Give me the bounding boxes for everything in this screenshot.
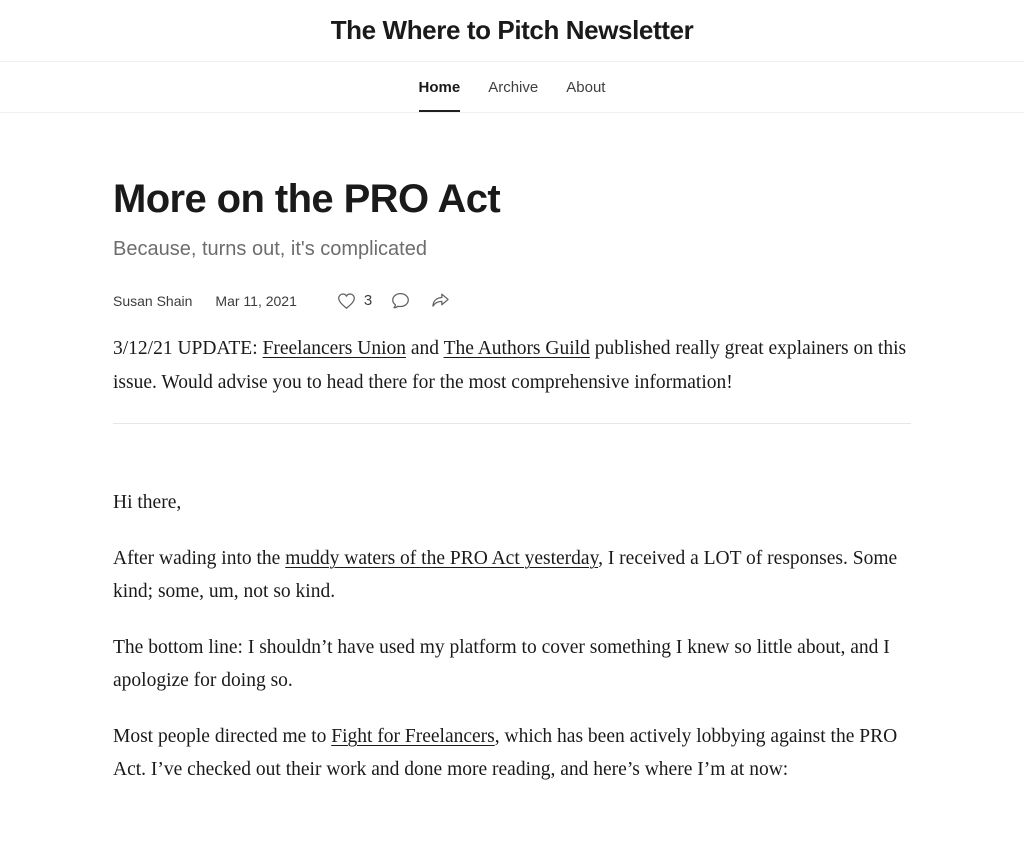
like-count: 3 [363, 292, 373, 309]
authors-guild-link[interactable]: The Authors Guild [443, 338, 590, 359]
heart-icon [335, 289, 358, 312]
nav-tab-archive[interactable]: Archive [488, 78, 539, 96]
site-nav [0, 62, 1024, 113]
site-header [0, 0, 1024, 62]
fight-for-freelancers-paragraph [113, 720, 911, 787]
nav-tab-about[interactable]: About [566, 78, 606, 96]
publication-title[interactable]: The Where to Pitch Newsletter [330, 15, 694, 45]
text-segment: and [406, 338, 444, 359]
post-subtitle: Because, turns out, it's complicated [113, 238, 427, 260]
author-link[interactable]: Susan Shain [113, 292, 193, 309]
text-segment: 3/12/21 UPDATE: [113, 338, 263, 359]
post-title: More on the PRO Act [113, 177, 501, 221]
freelancers-union-link[interactable]: Freelancers Union [262, 338, 407, 359]
nav-tab-home[interactable]: Home [419, 62, 461, 112]
text-segment: After wading into the [113, 547, 286, 569]
post-meta-row [113, 289, 911, 312]
share-arrow-icon [429, 289, 452, 312]
post-date: Mar 11, 2021 [215, 292, 297, 309]
fight-for-freelancers-link[interactable]: Fight for Freelancers [331, 725, 495, 747]
post-actions [335, 289, 452, 312]
speech-bubble-icon [389, 289, 412, 312]
text-segment: , I received a LOT of responses. Some kind; some, um, not so kind. [113, 547, 898, 603]
like-button[interactable] [335, 289, 372, 312]
post-body [113, 332, 911, 787]
responses-paragraph [113, 542, 911, 609]
bottom-line-paragraph: The bottom line: I shouldn’t have used my platform to cover something I knew so little about, and I apologize for doing so. [113, 636, 890, 692]
update-paragraph [113, 332, 911, 399]
text-segment: published really great explainers on this issue. Would advise you to head there for the most comprehensive information! [113, 338, 907, 393]
muddy-waters-link[interactable]: muddy waters of the PRO Act yesterday [285, 547, 599, 569]
section-divider [113, 423, 911, 424]
greeting-paragraph: Hi there, [113, 492, 182, 514]
text-segment: Most people directed me to [113, 725, 332, 747]
comment-button[interactable] [389, 289, 412, 312]
share-button[interactable] [429, 289, 452, 312]
nav-items [419, 62, 606, 112]
post-container [113, 113, 911, 787]
text-segment: , which has been actively lobbying against the PRO Act. I’ve checked out their work and done more reading, and here’s where I’m at now: [113, 725, 898, 781]
